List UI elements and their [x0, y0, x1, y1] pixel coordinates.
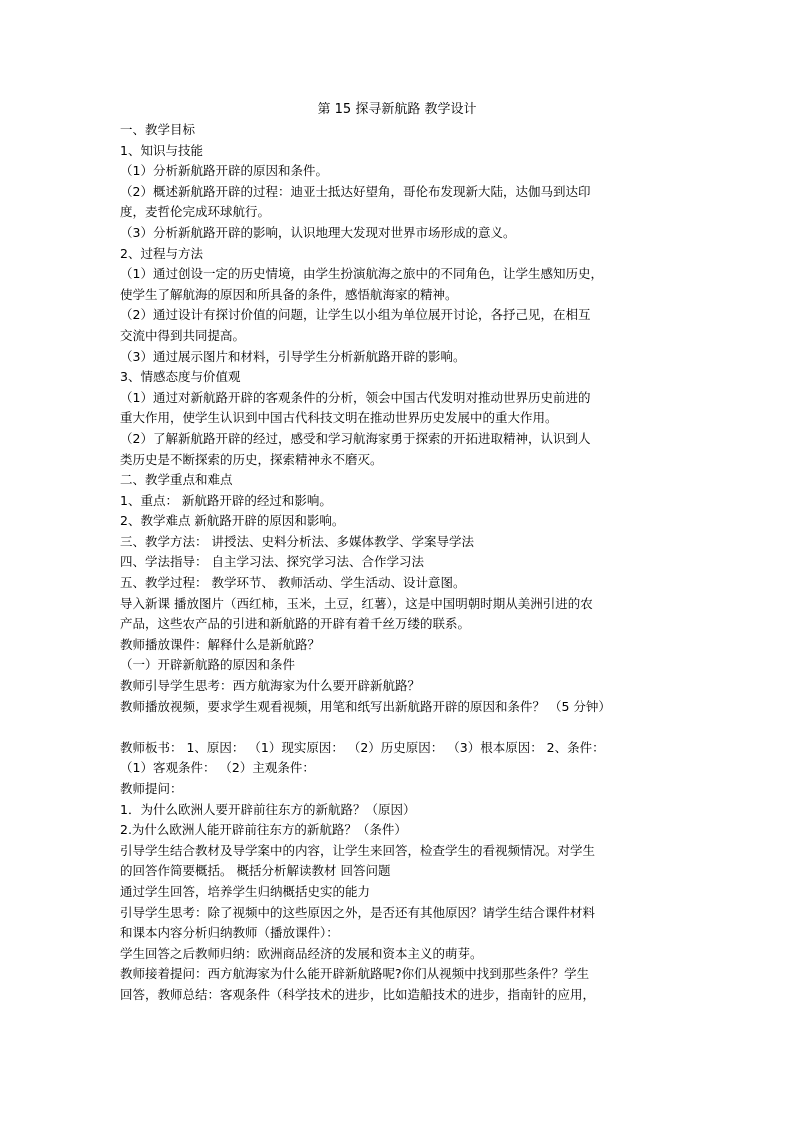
text-line: 教师引导学生思考：西方航海家为什么要开辟新航路？: [120, 678, 421, 694]
text-line: 类历史是不断探索的历史，探索精神永不磨灭。: [120, 451, 383, 467]
text-line: 教师播放视频，要求学生观看视频，用笔和纸写出新航路开辟的原因和条件？ （5 分钟）: [120, 698, 611, 714]
text-line: 重大作用，使学生认识到中国古代科技文明在推动世界历史发展中的重大作用。: [120, 410, 558, 426]
text-line: [120, 717, 690, 738]
document-title: 第 15 探寻新航路 教学设计: [317, 102, 477, 117]
text-line: （2）概述新航路开辟的过程：迪亚士抵达好望角，哥伦布发现新大陆，达伽马到达印: [120, 183, 591, 199]
text-line: 2.为什么欧洲人能开辟前往东方的新航路？（条件）: [120, 822, 407, 838]
text-line: 回答，教师总结：客观条件（科学技术的进步，比如造船技术的进步，指南针的应用，: [120, 986, 596, 1002]
text-line: （3）分析新航路开辟的影响，认识地理大发现对世界市场形成的意义。: [120, 224, 516, 240]
text-line: 度，麦哲伦完成环球航行。: [120, 204, 271, 220]
text-line: 的回答作简要概括。 概括分析解读教材 回答问题: [120, 863, 391, 879]
text-line: （2）了解新航路开辟的经过，感受和学习航海家勇于探索的开拓进取精神，认识到人: [120, 430, 591, 446]
text-line: （2）通过设计有探讨价值的问题，让学生以小组为单位展开讨论，各抒己见，在相互: [120, 307, 591, 323]
text-line: 四、学法指导： 自主学习法、探究学习法、合作学习法: [120, 554, 424, 570]
text-line: 导入新课 播放图片（西红柿，玉米，土豆，红薯），这是中国明朝时期从美洲引进的农: [120, 595, 593, 611]
text-line: 1．为什么欧洲人要开辟前往东方的新航路？（原因）: [120, 801, 416, 817]
text-line: 2、教学难点 新航路开辟的原因和影响。: [120, 513, 345, 529]
text-line: 学生回答之后教师归纳：欧洲商品经济的发展和资本主义的萌芽。: [120, 945, 483, 961]
text-line: 三、教学方法： 讲授法、史料分析法、多媒体教学、学案导学法: [120, 533, 474, 549]
text-line: 2、过程与方法: [120, 245, 203, 261]
text-line: 3、情感态度与价值观: [120, 369, 241, 385]
text-line: 交流中得到共同提高。: [120, 327, 246, 343]
text-line: 五、教学过程： 教学环节、 教师活动、学生活动、设计意图。: [120, 575, 466, 591]
text-line: 通过学生回答，培养学生归纳概括史实的能力: [120, 883, 371, 899]
text-line: （1）通过对新航路开辟的客观条件的分析，领会中国古代发明对推动世界历史前进的: [120, 389, 591, 405]
text-line: 教师接着提问：西方航海家为什么能开辟新航路呢?你们从视频中找到那些条件？学生: [120, 966, 590, 982]
text-line: 产品，这些农产品的引进和新航路的开辟有着千丝万缕的联系。: [120, 616, 471, 632]
text-line: （3）通过展示图片和材料，引导学生分析新航路开辟的影响。: [120, 348, 466, 364]
text-line: 使学生了解航海的原因和所具备的条件，感悟航海家的精神。: [120, 286, 458, 302]
text-line: （1）通过创设一定的历史情境，由学生扮演航海之旅中的不同角色，让学生感知历史，: [120, 266, 603, 282]
document-body: [120, 120, 690, 1006]
text-line: 1、知识与技能: [120, 142, 203, 158]
text-line: 教师播放课件：解释什么是新航路？: [120, 636, 321, 652]
text-line: 引导学生思考：除了视频中的这些原因之外，是否还有其他原因？请学生结合课件材料: [120, 904, 596, 920]
text-line: （1）分析新航路开辟的原因和条件。: [120, 163, 328, 179]
text-line: 二、教学重点和难点: [120, 472, 233, 488]
text-line: 教师板书： 1、原因： （1）现实原因： （2）历史原因： （3）根本原因： 2、条件：: [120, 739, 605, 755]
text-line: 引导学生结合教材及导学案中的内容，让学生来回答，检查学生的看视频情况。对学生: [120, 842, 596, 858]
text-line: 教师提问：: [120, 781, 183, 796]
text-line: 一、教学目标: [120, 122, 196, 137]
text-line: （一）开辟新航路的原因和条件: [120, 657, 296, 673]
text-line: 1、重点： 新航路开辟的经过和影响。: [120, 492, 332, 508]
text-line: 和课本内容分析归纳教师（播放课件）：: [120, 925, 339, 941]
text-line: （1）客观条件： （2）主观条件：: [120, 760, 315, 776]
